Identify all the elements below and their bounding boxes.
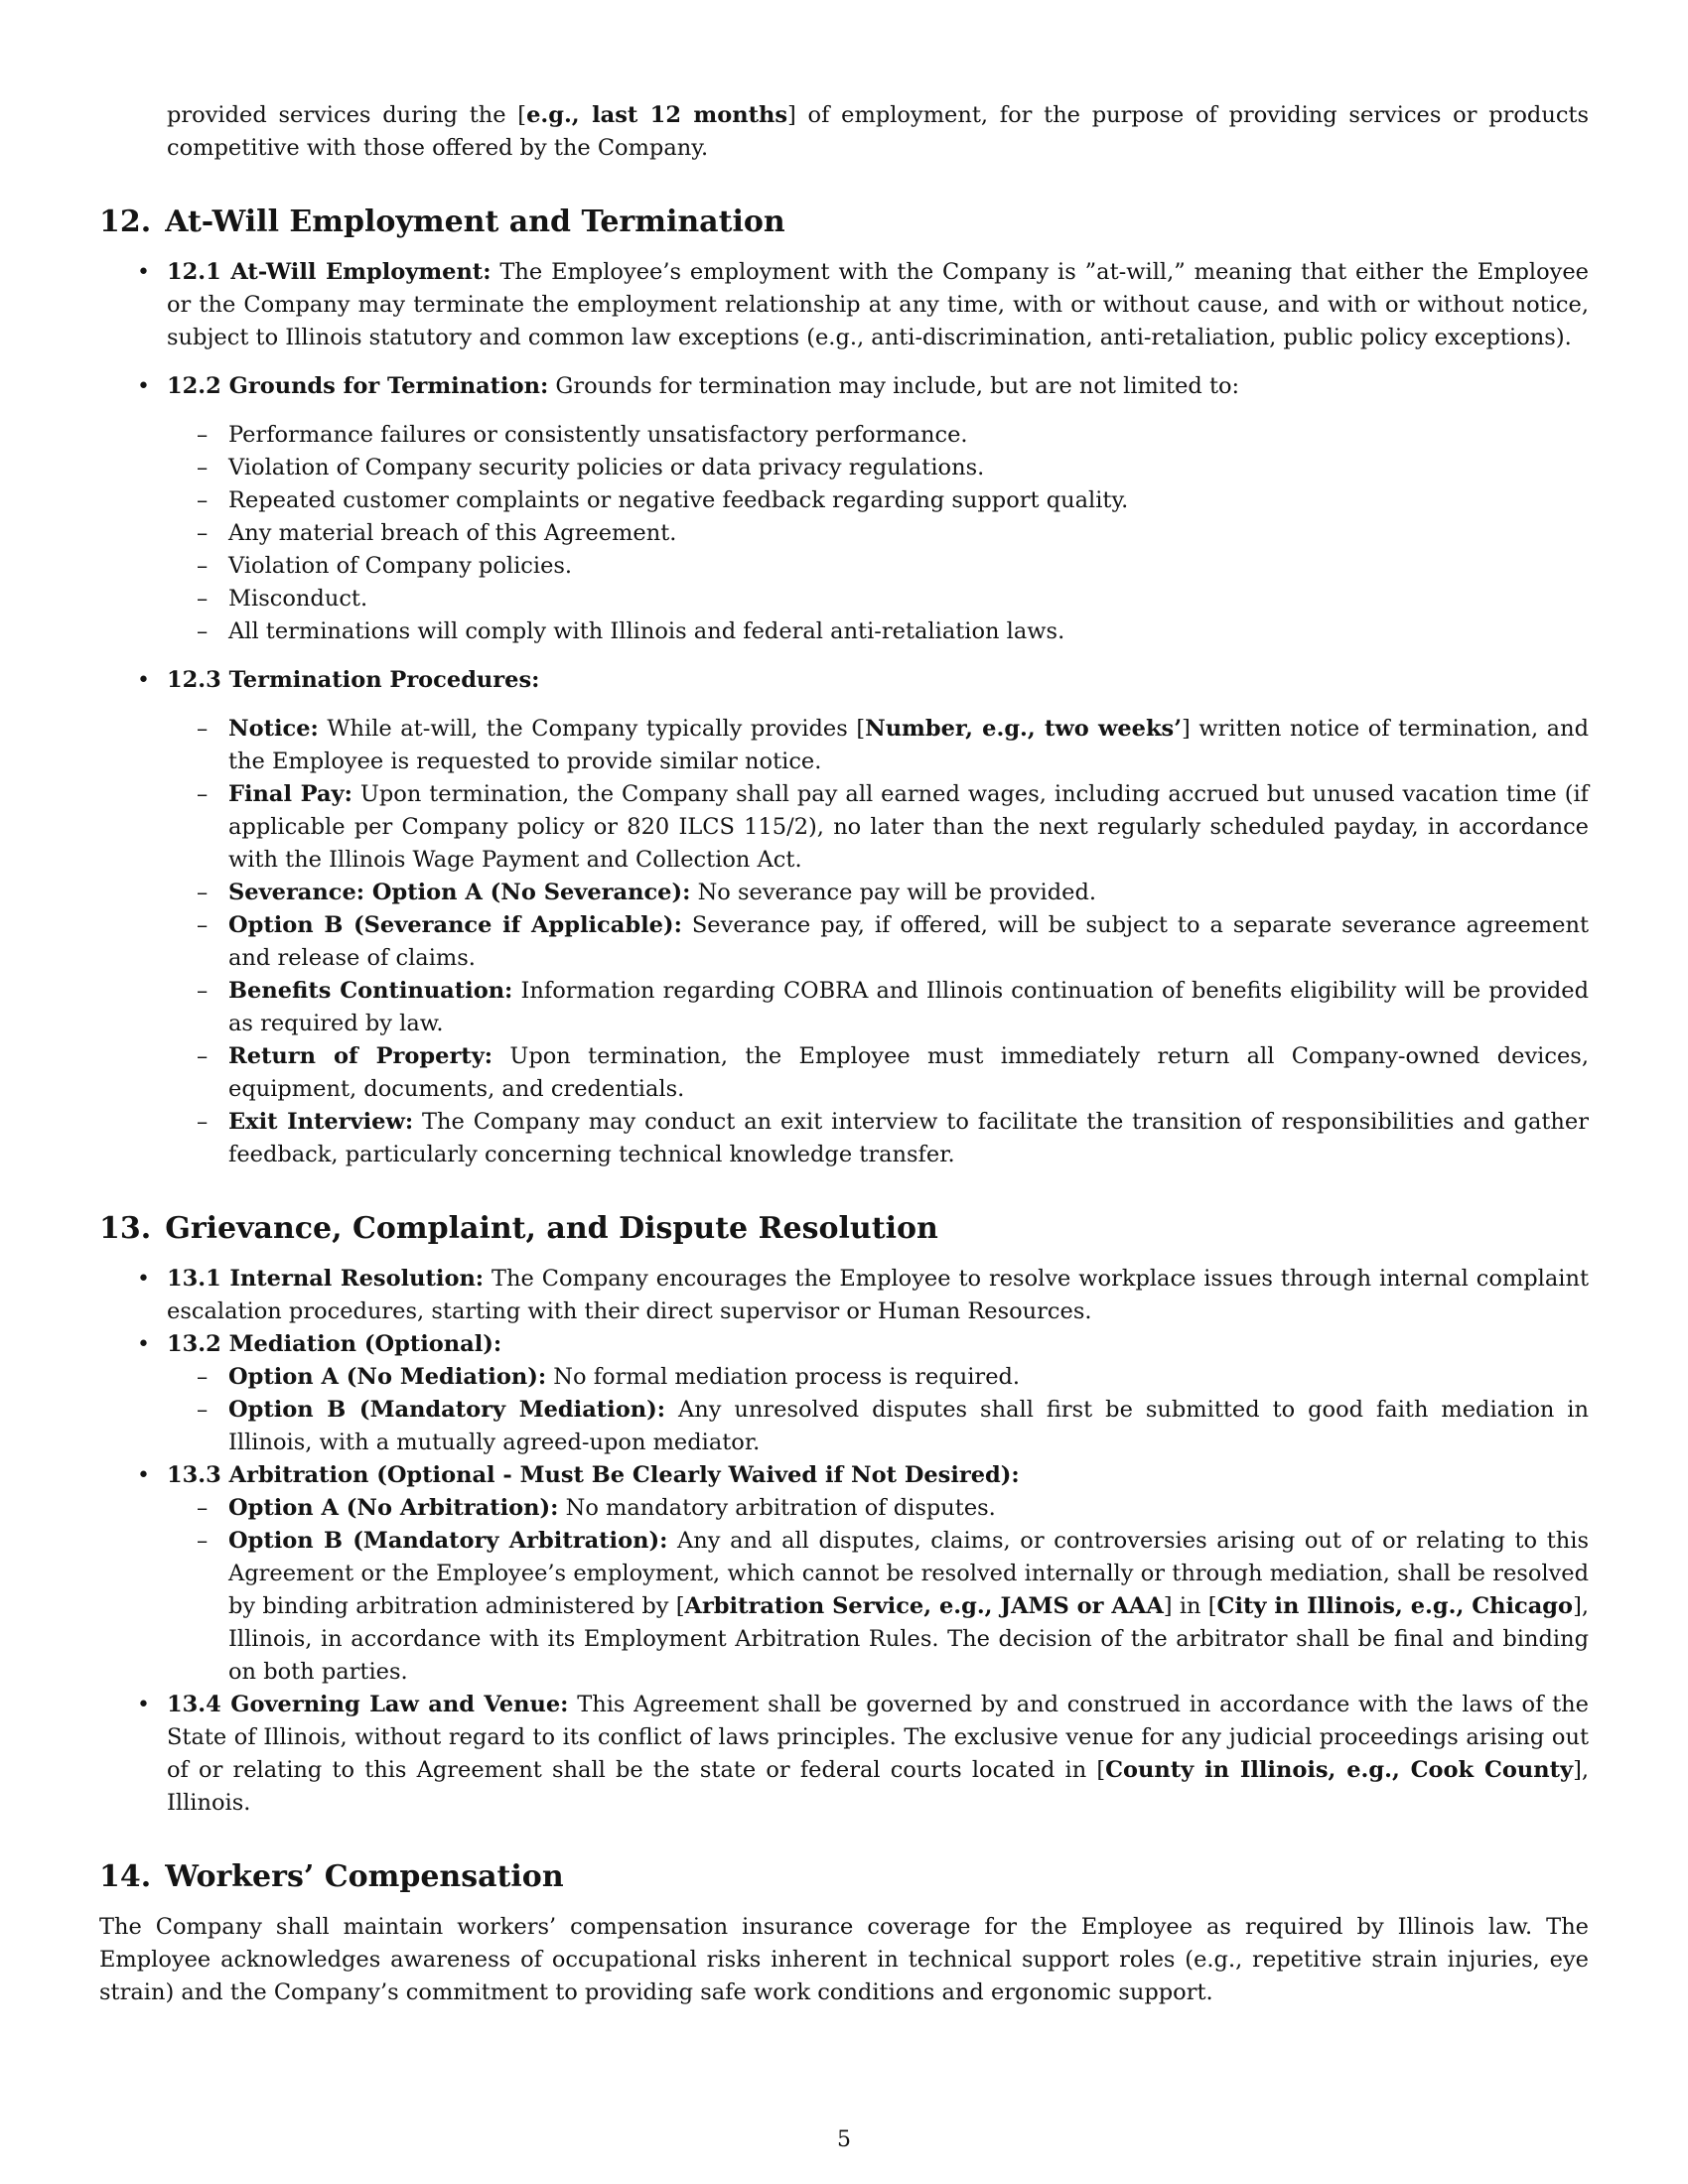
list-item-option-a bbox=[228, 1361, 1589, 1394]
clause-label: 12.3 Termination Procedures: bbox=[167, 667, 540, 693]
list-item: – Violation of Company security policies or data privacy regulations. bbox=[228, 452, 1589, 484]
list-item-option-b bbox=[228, 1394, 1589, 1459]
intro-text-end: ] of employment, for the purpose of providing services or products competitive with those offered by the Company. bbox=[167, 102, 1590, 161]
section-12-heading bbox=[99, 203, 1589, 242]
list-item-benefits bbox=[228, 975, 1589, 1040]
clause-text: The Company encourages the Employee to resolve workplace issues through internal complaint escalation procedures, starting with their direct supervisor or Human Resources. bbox=[167, 1266, 1589, 1324]
clause-12-3 bbox=[167, 664, 1589, 1171]
item-text: No severance pay will be provided. bbox=[690, 880, 1097, 905]
clause-text: The Employee’s employment with the Company is ”at-will,” meaning that either the Employee or the Company may terminate the employment relationship at any time, with or without cause, and with or without notice, subject to Illinois statutory and common law exceptions (e.g., anti-discrimination, anti-retaliation, public policy exceptions). bbox=[167, 259, 1589, 350]
clause-text-end: ], Illinois. bbox=[167, 1757, 1589, 1816]
section-title: Workers’ Compensation bbox=[165, 1859, 564, 1894]
item-text-end: ], Illinois, in accordance with its Employment Arbitration Rules. The decision of the arbitrator shall be final and binding on both parties. bbox=[228, 1593, 1589, 1685]
clause-label: 12.2 Grounds for Termination: bbox=[167, 373, 549, 399]
item-text: No mandatory arbitration of disputes. bbox=[558, 1495, 996, 1521]
clause-12-1 bbox=[167, 256, 1589, 354]
clause-label: 13.2 Mediation (Optional): bbox=[167, 1331, 502, 1357]
item-text-end: ] written notice of termination, and the Employee is requested to provide similar notice. bbox=[228, 716, 1589, 774]
list-item: – Misconduct. bbox=[228, 583, 1589, 615]
section-number: 12. bbox=[99, 205, 152, 239]
mediation-options-list bbox=[228, 1361, 1589, 1459]
clause-13-2 bbox=[167, 1328, 1589, 1459]
item-text: The Company may conduct an exit interview to facilitate the transition of responsibilities and gather feedback, particularly concerning technical knowledge transfer. bbox=[228, 1109, 1589, 1167]
item-placeholder: City in Illinois, e.g., Chicago bbox=[1216, 1593, 1574, 1619]
termination-grounds-list bbox=[228, 419, 1589, 648]
clause-text: This Agreement shall be governed by and construed in accordance with the laws of the State of Illinois, without regard to its conflict of laws principles. The exclusive venue for any judicial proceedings arising out of or relating to this Agreement shall be the state or federal courts located in [ bbox=[167, 1692, 1589, 1783]
list-item: – Violation of Company policies. bbox=[228, 550, 1589, 583]
list-item-option-b bbox=[228, 1525, 1589, 1689]
item-label: Option A (No Arbitration): bbox=[228, 1495, 559, 1521]
clause-13-4 bbox=[167, 1689, 1589, 1820]
item-text: ] in [ bbox=[1163, 1593, 1217, 1619]
list-item: – Repeated customer complaints or negative feedback regarding support quality. bbox=[228, 484, 1589, 517]
item-text: Severance pay, if offered, will be subject to a separate severance agreement and release of claims. bbox=[228, 912, 1589, 971]
item-placeholder: Arbitration Service, e.g., JAMS or AAA bbox=[684, 1593, 1164, 1619]
item-label: Option B (Severance if Applicable): bbox=[228, 912, 682, 938]
section-13-heading bbox=[99, 1209, 1589, 1249]
clause-12-2 bbox=[167, 370, 1589, 648]
clause-label: 13.3 Arbitration (Optional - Must Be Clearly Waived if Not Desired): bbox=[167, 1462, 1020, 1488]
section-number: 13. bbox=[99, 1211, 152, 1246]
item-label: Option B (Mandatory Arbitration): bbox=[228, 1528, 668, 1554]
item-label: Final Pay: bbox=[228, 781, 352, 807]
item-placeholder: Number, e.g., two weeks’ bbox=[865, 716, 1183, 742]
item-text: Upon termination, the Company shall pay all earned wages, including accrued but unused vacation time (if applicable per Company policy or 820 ILCS 115/2), no later than the next regularly scheduled payday, in accordance with the Illinois Wage Payment and Collection Act. bbox=[228, 781, 1589, 873]
intro-paragraph bbox=[167, 99, 1589, 165]
item-label: Notice: bbox=[228, 716, 319, 742]
list-item: – All terminations will comply with Illinois and federal anti-retaliation laws. bbox=[228, 615, 1589, 648]
termination-procedures-list bbox=[228, 713, 1589, 1171]
list-item-option-a bbox=[228, 1492, 1589, 1525]
item-text: While at-will, the Company typically provides [ bbox=[318, 716, 866, 742]
list-item-notice bbox=[228, 713, 1589, 778]
clause-text: Grounds for termination may include, but are not limited to: bbox=[548, 373, 1240, 399]
section-14-heading bbox=[99, 1857, 1589, 1897]
clause-13-3 bbox=[167, 1459, 1589, 1689]
list-item-exit-interview bbox=[228, 1106, 1589, 1171]
document-page bbox=[99, 99, 1589, 2159]
list-item-severance-b bbox=[228, 909, 1589, 975]
list-item: – Any material breach of this Agreement. bbox=[228, 517, 1589, 550]
section-number: 14. bbox=[99, 1859, 152, 1894]
page-number: 5 bbox=[837, 2127, 851, 2152]
section-title: Grievance, Complaint, and Dispute Resolution bbox=[165, 1211, 938, 1246]
list-item-property bbox=[228, 1040, 1589, 1106]
item-text: Any unresolved disputes shall first be submitted to good faith mediation in Illinois, with a mutually agreed-upon mediator. bbox=[228, 1397, 1589, 1455]
list-item-final-pay bbox=[228, 778, 1589, 877]
intro-placeholder: e.g., last 12 months bbox=[526, 102, 788, 128]
item-text: Upon termination, the Employee must immediately return all Company-owned devices, equipment, documents, and credentials. bbox=[228, 1043, 1589, 1102]
list-item: – Performance failures or consistently unsatisfactory performance. bbox=[228, 419, 1589, 452]
section-12-list bbox=[167, 256, 1589, 1171]
section-14-paragraph: The Company shall maintain workers’ compensation insurance coverage for the Employee as required by Illinois law. The Employee acknowledges awareness of occupational risks inherent in technical support roles (e.g., repetitive strain injuries, eye strain) and the Company’s commitment to providing safe work conditions and ergonomic support. bbox=[99, 1914, 1589, 2005]
item-label: Option A (No Mediation): bbox=[228, 1364, 547, 1390]
item-label: Return of Property: bbox=[228, 1043, 493, 1069]
clause-label: 12.1 At-Will Employment: bbox=[167, 259, 492, 285]
item-label: Option B (Mandatory Mediation): bbox=[228, 1397, 666, 1423]
intro-text: provided services during the [ bbox=[167, 102, 527, 128]
clause-label: 13.4 Governing Law and Venue: bbox=[167, 1692, 569, 1717]
clause-placeholder: County in Illinois, e.g., Cook County bbox=[1105, 1757, 1574, 1783]
item-label: Severance: Option A (No Severance): bbox=[228, 880, 691, 905]
clause-label: 13.1 Internal Resolution: bbox=[167, 1266, 485, 1292]
section-title: At-Will Employment and Termination bbox=[165, 205, 785, 239]
item-text: Information regarding COBRA and Illinois continuation of benefits eligibility will be provided as required by law. bbox=[228, 978, 1589, 1036]
item-label: Exit Interview: bbox=[228, 1109, 414, 1135]
clause-13-1 bbox=[167, 1263, 1589, 1328]
arbitration-options-list bbox=[228, 1492, 1589, 1689]
item-text: Any and all disputes, claims, or controversies arising out of or relating to this Agreement or the Employee’s employment, which cannot be resolved internally or through mediation, shall be resolved by binding arbitration administered by [ bbox=[228, 1528, 1589, 1619]
list-item-severance-a bbox=[228, 877, 1589, 909]
item-text: No formal mediation process is required. bbox=[546, 1364, 1021, 1390]
section-13-list bbox=[167, 1263, 1589, 1820]
item-label: Benefits Continuation: bbox=[228, 978, 513, 1004]
